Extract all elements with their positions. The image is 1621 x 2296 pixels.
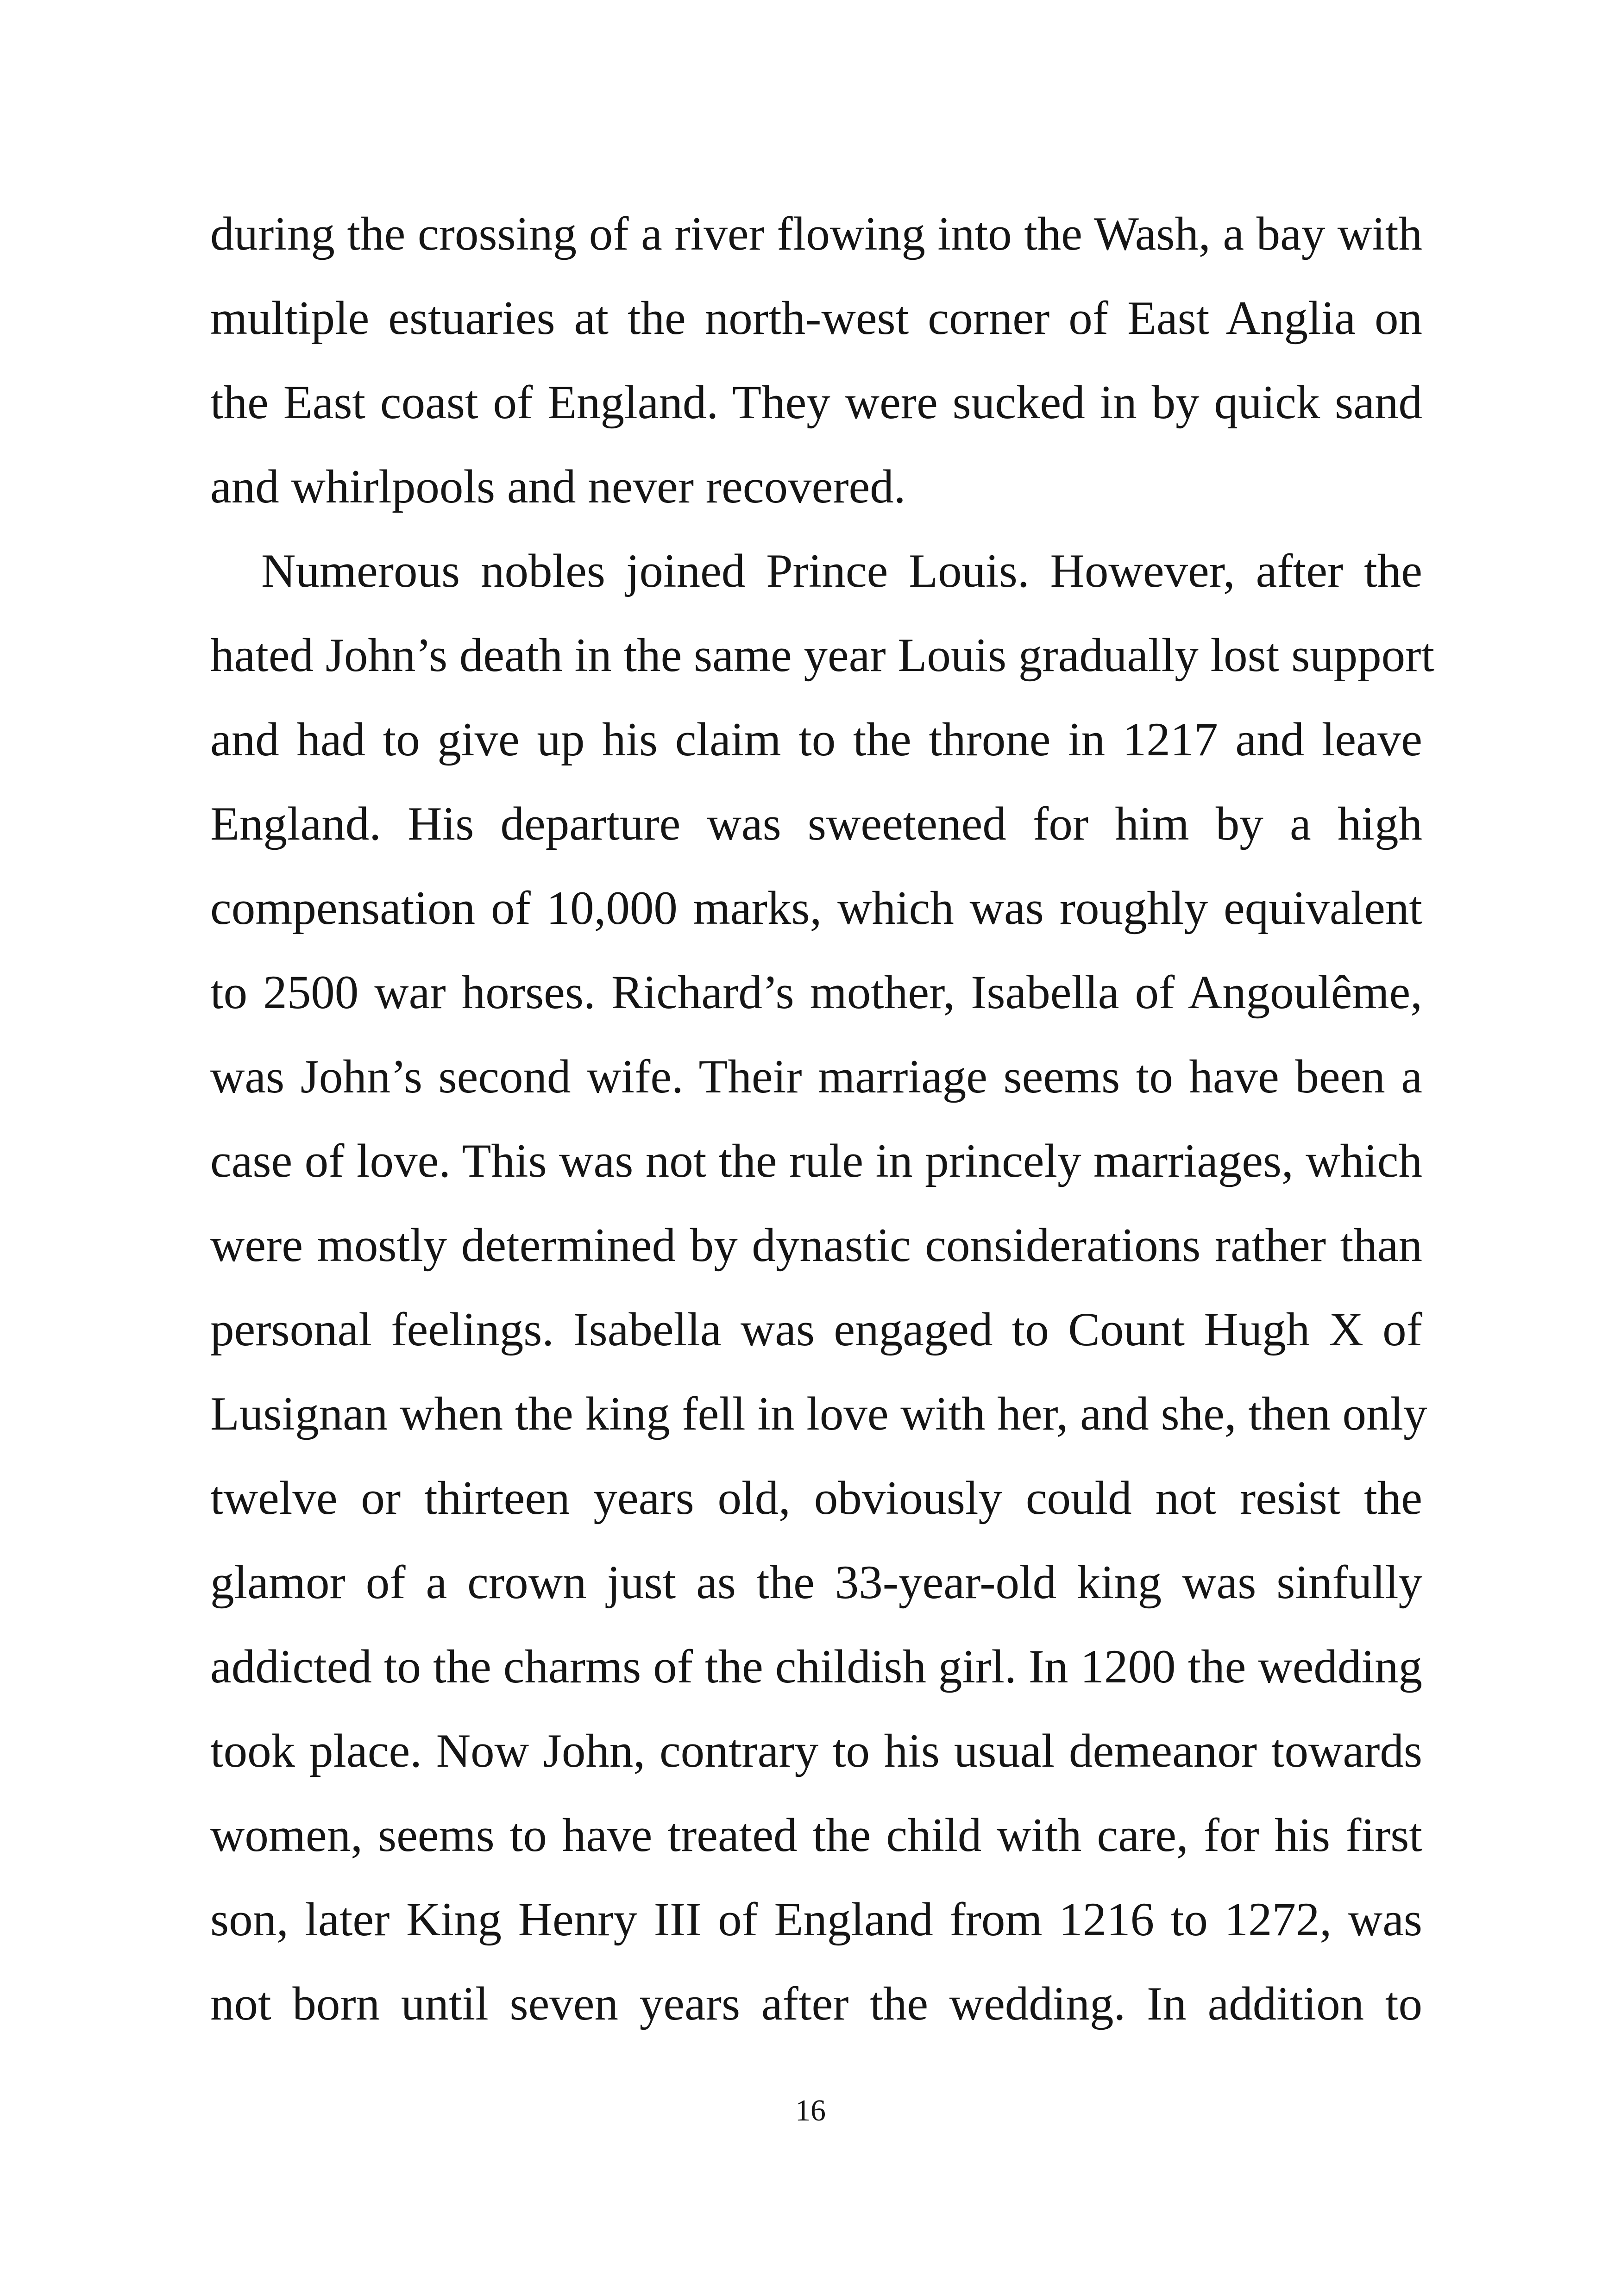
- text-line: glamor of a crown just as the 33-year-old king was sinfully: [210, 1556, 1422, 1609]
- text-line: were mostly determined by dynastic considerations rather than: [210, 1219, 1422, 1272]
- body-text: [210, 206, 1435, 2060]
- text-line: England. His departure was sweetened for him by a high: [210, 797, 1422, 850]
- text-line: Numerous nobles joined Prince Louis. However, after the: [261, 545, 1422, 597]
- text-line: and had to give up his claim to the throne in 1217 and leave: [210, 713, 1422, 766]
- text-line: twelve or thirteen years old, obviously could not resist the: [210, 1472, 1422, 1524]
- text-line: to 2500 war horses. Richard’s mother, Isabella of Angoulême,: [210, 966, 1422, 1019]
- text-line: Lusignan when the king fell in love with her, and she, then only: [210, 1387, 1427, 1440]
- text-line: took place. Now John, contrary to his usual demeanor towards: [210, 1725, 1422, 1777]
- text-line: compensation of 10,000 marks, which was roughly equivalent: [210, 882, 1422, 935]
- text-line: hated John’s death in the same year Louis gradually lost support: [210, 629, 1435, 682]
- text-line: not born until seven years after the wedding. In addition to: [210, 1977, 1422, 2030]
- text-line: multiple estuaries at the north-west corner of East Anglia on: [210, 292, 1422, 345]
- text-line: son, later King Henry III of England from 1216 to 1272, was: [210, 1893, 1422, 1946]
- text-line: the East coast of England. They were sucked in by quick sand: [210, 376, 1422, 429]
- text-line: and whirlpools and never recovered.: [210, 460, 906, 513]
- text-line: personal feelings. Isabella was engaged to Count Hugh X of: [210, 1303, 1422, 1356]
- paragraph-1: [210, 206, 1422, 543]
- text-line: women, seems to have treated the child with care, for his first: [210, 1809, 1422, 1862]
- page-number: 16: [795, 2094, 826, 2127]
- text-line: addicted to the charms of the childish girl. In 1200 the wedding: [210, 1640, 1422, 1693]
- text-line: during the crossing of a river flowing into the Wash, a bay with: [210, 207, 1422, 260]
- paragraph-2: [210, 543, 1435, 2060]
- text-line: was John’s second wife. Their marriage seems to have been a: [210, 1050, 1422, 1103]
- text-line: case of love. This was not the rule in princely marriages, which: [210, 1135, 1422, 1187]
